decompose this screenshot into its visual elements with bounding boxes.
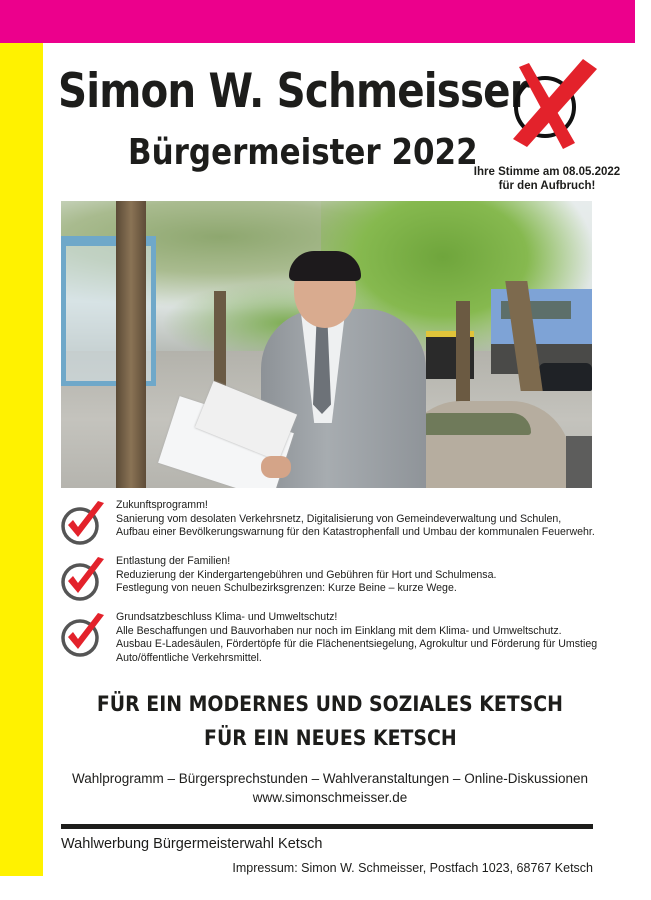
- program-item-text: [116, 555, 496, 596]
- checkmark-circle-icon: [58, 555, 108, 605]
- program-item-line: Festlegung von neuen Schulbezirksgrenzen: Kurze Beine – kurze Wege.: [116, 582, 457, 594]
- program-item-line: Sanierung vom desolaten Verkehrsnetz, Digitalisierung von Gemeindeverwaltung und Schulen,: [116, 512, 562, 525]
- checkmark-circle-icon: [58, 499, 108, 549]
- vote-date-line-2: für den Aufbruch!: [498, 180, 596, 192]
- website-link[interactable]: www.simonschmeisser.de: [252, 790, 408, 805]
- program-item-line: Reduzierung der Kindergartengebühren und Gebühren für Hort und Schulmensa.: [116, 568, 497, 581]
- program-item-line: Ausbau E-Ladesäulen, Fördertöpfe für die Flächenentsiegelung, Agrokultur und Förderung für Umstieg: [116, 638, 598, 650]
- footer-title: Wahlwerbung Bürgermeisterwahl Ketsch: [61, 836, 323, 852]
- slogan-line-1: FÜR EIN MODERNES UND SOZIALES KETSCH: [96, 692, 564, 716]
- program-item-heading: Zukunftsprogramm!: [116, 499, 208, 511]
- imprint: Impressum: Simon W. Schmeisser, Postfach 1023, 68767 Ketsch: [232, 861, 593, 875]
- topics-line: Wahlprogramm – Bürgersprechstunden – Wahlveranstaltungen – Online-Diskussionen: [71, 771, 588, 786]
- footer-divider: [61, 824, 593, 829]
- office-title: Bürgermeister 2022: [128, 132, 478, 173]
- ballot-x-icon: [505, 55, 605, 155]
- program-item-heading: Grundsatzbeschluss Klima- und Umweltschutz!: [116, 611, 338, 623]
- vote-date-note: [462, 165, 632, 193]
- program-item-line: Aufbau einer Bevölkerungswarnung für den Katastrophenfall und Umbau der kommunalen Feuerwehr.: [116, 526, 595, 538]
- program-item-text: [116, 499, 595, 540]
- side-color-bar: [0, 43, 43, 876]
- program-item-line: Alle Beschaffungen und Bauvorhaben nur noch im Einklang mit dem Klima- und Umweltschutz.: [116, 624, 562, 637]
- candidate-name: Simon W. Schmeisser: [58, 64, 529, 119]
- top-color-bar: [0, 0, 635, 43]
- program-item-line: Auto/öffentliche Verkehrsmittel.: [116, 651, 262, 664]
- vote-date-line-1: Ihre Stimme am 08.05.2022: [473, 166, 621, 178]
- slogan-line-2: FÜR EIN NEUES KETSCH: [203, 726, 457, 750]
- checkmark-circle-icon: [58, 611, 108, 661]
- program-item-text: [116, 611, 597, 665]
- program-item-heading: Entlastung der Familien!: [116, 555, 231, 567]
- candidate-photo: [61, 201, 592, 488]
